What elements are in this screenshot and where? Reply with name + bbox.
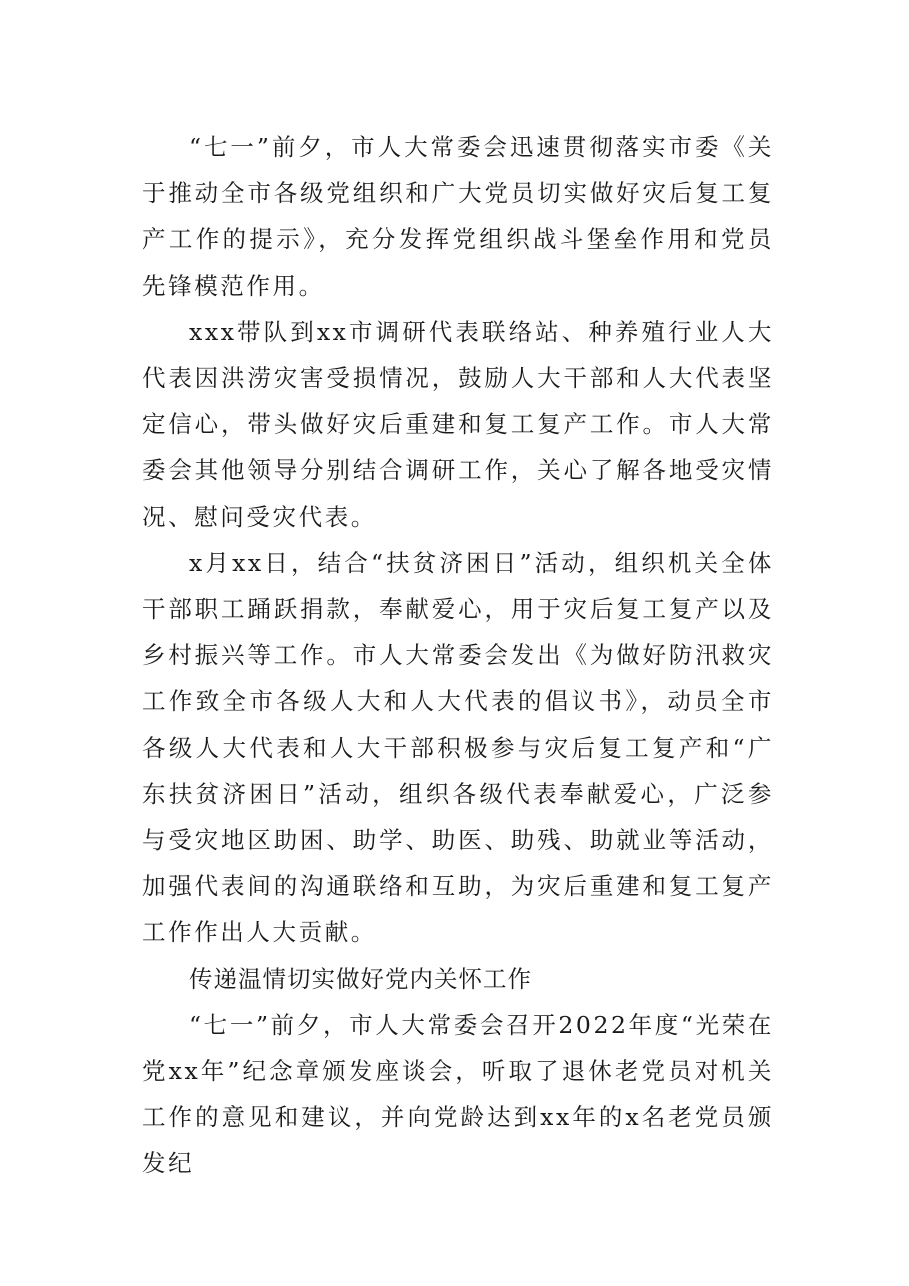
document-body — [142, 124, 774, 1187]
paragraph-commemorative-badge: “七一”前夕，市人大常委会召开2022年度“光荣在党xx年”纪念章颁发座谈会，听取了退休老党员对机关工作的意见和建议，并向党龄达到xx年的x名老党员颁发纪 — [142, 1010, 774, 1178]
paragraph-research-visit: xxx带队到xx市调研代表联络站、种养殖行业人大代表因洪涝灾害受损情况，鼓励人大干部和人大代表坚定信心，带头做好灾后重建和复工复产工作。市人大常委会其他领导分别结合调研工作，关心了解各地受灾情况、慰问受灾代表。 — [142, 317, 774, 531]
paragraph-party-response: “七一”前夕，市人大常委会迅速贯彻落实市委《关于推动全市各级党组织和广大党员切实做好灾后复工复产工作的提示》，充分发挥党组织战斗堡垒作用和党员先锋模范作用。 — [142, 133, 774, 300]
paragraph-donation-activity: x月xx日，结合“扶贫济困日”活动，组织机关全体干部职工踊跃捐款，奉献爱心，用于灾后复工复产以及乡村振兴等工作。市人大常委会发出《为做好防汛救灾工作致全市各级人大和人大代表的倡议书》，动员全市各级人大代表和人大干部积极参与灾后复工复产和“广东扶贫济困日”活动，组织各级代表奉献爱心，广泛参与受灾地区助困、助学、助医、助残、助就业等活动，加强代表间的沟通联络和互助，为灾后重建和复工复产工作作出人大贡献。 — [142, 548, 774, 947]
section-heading: 传递温情切实做好党内关怀工作 — [189, 964, 532, 993]
